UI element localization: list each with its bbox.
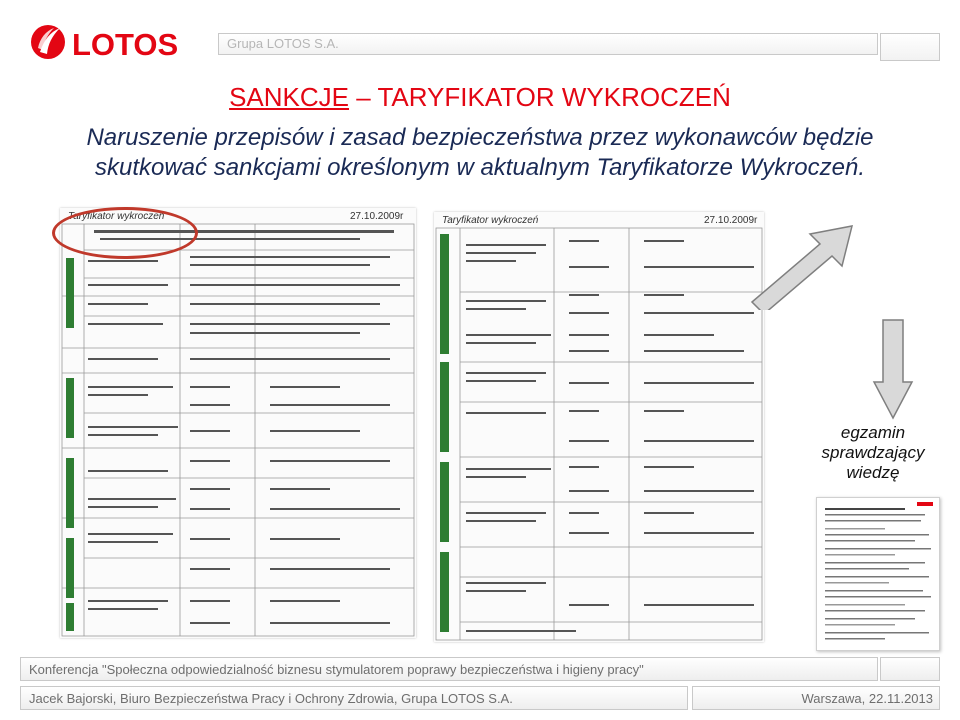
footer-date-bar	[692, 686, 940, 710]
title-sankcje: SANKCJE	[229, 82, 350, 112]
logo-wordmark: LOTOS	[72, 27, 179, 62]
company-name: Grupa LOTOS S.A.	[227, 36, 339, 51]
arrow-down-icon	[872, 318, 914, 422]
exam-line-1: egzamin	[840, 423, 906, 442]
right-doc-title: Taryfikator wykroczeń	[442, 215, 539, 226]
footer-author-bar	[20, 686, 688, 710]
right-doc-date: 27.10.2009r	[704, 215, 758, 226]
tariff-document-left	[60, 208, 416, 638]
title-taryfikator: TARYFIKATOR WYKROCZEŃ	[377, 82, 731, 112]
exam-label	[808, 423, 938, 483]
footer-place-date: Warszawa, 22.11.2013	[801, 691, 933, 706]
footer-conference-bar	[20, 657, 878, 681]
slide-subtitle	[40, 123, 920, 183]
tariff-document-right	[434, 212, 764, 642]
title-dash: –	[349, 82, 378, 112]
exam-document-thumbnail	[816, 497, 940, 651]
header-bar	[218, 33, 878, 55]
slide-title	[0, 82, 960, 113]
footer-author: Jacek Bajorski, Biuro Bezpieczeństwa Pracy i Ochrony Zdrowia, Grupa LOTOS S.A.	[29, 691, 513, 706]
subtitle-line-2: skutkować sankcjami określonym w aktualnym Taryfikatorze Wykroczeń.	[94, 154, 866, 181]
footer-conference: Konferencja "Społeczna odpowiedzialność biznesu stymulatorem poprawy bezpieczeństwa i higieny pracy"	[29, 662, 644, 677]
lotos-logo	[30, 22, 180, 66]
header-corner-box	[880, 33, 940, 61]
exam-line-2: sprawdzający	[821, 443, 925, 462]
subtitle-line-1: Naruszenie przepisów i zasad bezpieczeństwa przez wykonawców będzie	[86, 124, 874, 151]
exam-line-3: wiedzę	[846, 463, 900, 482]
left-doc-title: Taryfikator wykroczeń	[68, 211, 165, 222]
arrow-diagonal-icon	[748, 222, 858, 310]
right-doc-table	[434, 212, 764, 642]
footer-corner-box	[880, 657, 940, 681]
left-doc-date: 27.10.2009r	[350, 211, 404, 222]
highlight-ellipse	[52, 207, 198, 259]
left-doc-table	[60, 208, 416, 638]
